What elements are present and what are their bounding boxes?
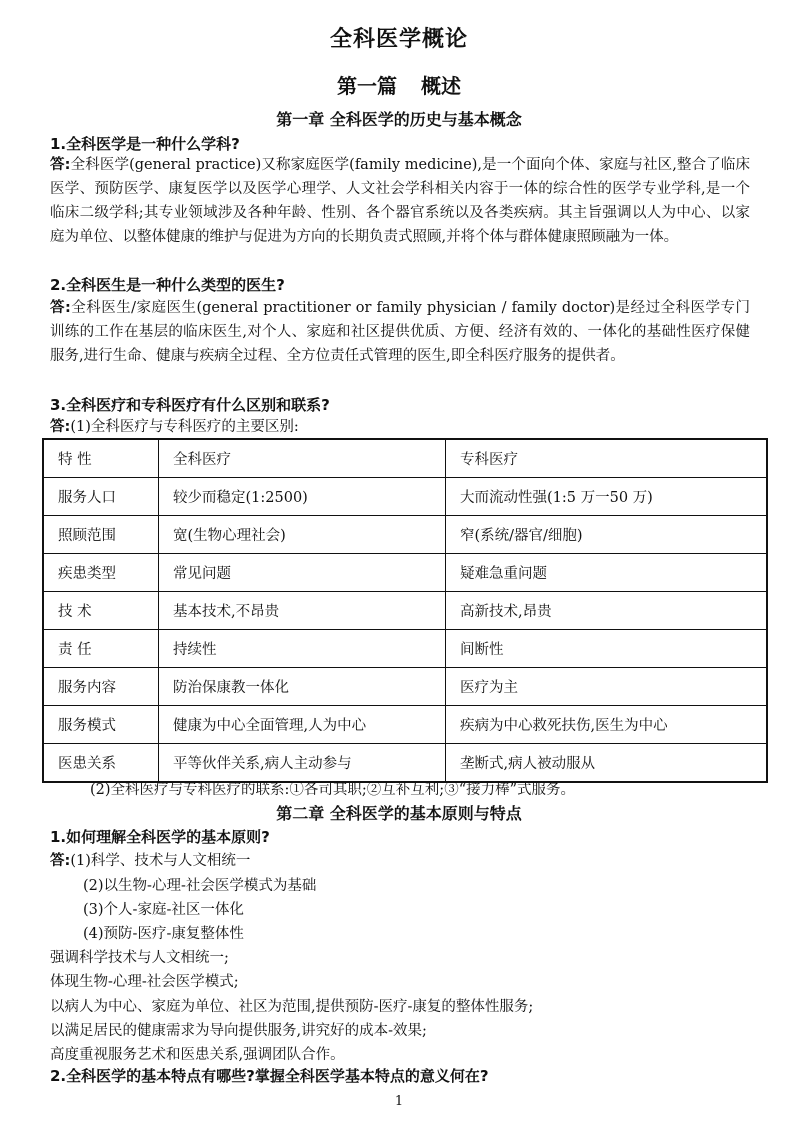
table-cell: 医患关系 (43, 744, 159, 783)
relation-text: (2)全科医疗与专科医疗的联系:①各司其职;②互补互利;③“接力棒”式服务。 (90, 782, 576, 798)
table-cell: 服务模式 (43, 706, 159, 744)
question-2-2: 2.全科医学的基本特点有哪些?掌握全科医学基本特点的意义何在? (50, 1067, 489, 1085)
table-row (43, 478, 767, 516)
principle-item (50, 849, 250, 870)
answer-1-2 (50, 296, 750, 368)
chapter-1-title: 第一章 全科医学的历史与基本概念 (276, 110, 522, 129)
chapter-2-title: 第二章 全科医学的基本原则与特点 (276, 804, 522, 823)
table-row (43, 516, 767, 554)
principle-item: (2)以生物-心理-社会医学模式为基础 (83, 878, 317, 894)
table-cell: 持续性 (159, 630, 446, 668)
table-header-cell: 特 性 (43, 439, 159, 478)
principle-item: (3)个人-家庭-社区一体化 (83, 902, 244, 918)
table-cell: 服务人口 (43, 478, 159, 516)
answer-intro-text: (1)全科医疗与专科医疗的主要区别: (70, 419, 299, 435)
principle-item: (4)预防-医疗-康复整体性 (83, 926, 244, 942)
part-name: 概述 (421, 74, 461, 98)
table-cell: 疑难急重问题 (446, 554, 768, 592)
question-1-2: 2.全科医生是一种什么类型的医生? (50, 276, 285, 294)
table-row (43, 592, 767, 630)
table-cell: 垄断式,病人被动服从 (446, 744, 768, 783)
note-line: 以病人为中心、家庭为单位、社区为范围,提供预防-医疗-康复的整体性服务; (50, 999, 534, 1015)
table-cell: 责 任 (43, 630, 159, 668)
answer-text: 全科医学(general practice)又称家庭医学(family medicine),是一个面向个体、家庭与社区,整合了临床医学、预防医学、康复医学以及医学心理学、人文社会学科相关内容于一体的综合性的医学专业学科,是一个临床二级学科;其专业领域涉及各种年龄、性别、各个器官系统以及各类疾病。其主旨强调以人为中心、以家庭为单位、以整体健康的维护与促进为方向的长期负责式照顾,并将个体与群体健康照顾融为一体。 (50, 157, 750, 245)
table-cell: 健康为中心全面管理,人为中心 (159, 706, 446, 744)
question-1-1: 1.全科医学是一种什么学科? (50, 135, 240, 153)
page-number: 1 (394, 1094, 404, 1109)
table-cell: 窄(系统/器官/细胞) (446, 516, 768, 554)
table-row (43, 630, 767, 668)
table-cell: 间断性 (446, 630, 768, 668)
table-row (43, 744, 767, 783)
answer-label: 答: (50, 853, 71, 869)
table-row (43, 554, 767, 592)
answer-1-3-intro (50, 415, 299, 436)
table-cell: 疾病为中心救死扶伤,医生为中心 (446, 706, 768, 744)
question-2-1: 1.如何理解全科医学的基本原则? (50, 828, 270, 846)
answer-1-1 (50, 153, 750, 249)
table-cell: 照顾范围 (43, 516, 159, 554)
table-cell: 常见问题 (159, 554, 446, 592)
note-line: 体现生物-心理-社会医学模式; (50, 974, 239, 990)
note-line: 高度重视服务艺术和医患关系,强调团队合作。 (50, 1047, 345, 1063)
note-line: 强调科学技术与人文相统一; (50, 950, 229, 966)
table-cell: 较少而稳定(1:2500) (159, 478, 446, 516)
table-cell: 防治保康教一体化 (159, 668, 446, 706)
table-cell: 大而流动性强(1:5 万一50 万) (446, 478, 768, 516)
table-cell: 服务内容 (43, 668, 159, 706)
comparison-table (42, 438, 768, 783)
table-cell: 高新技术,昂贵 (446, 592, 768, 630)
table-header-cell: 全科医疗 (159, 439, 446, 478)
document-title: 全科医学概论 (329, 27, 468, 52)
answer-label: 答: (50, 300, 71, 316)
question-1-3: 3.全科医疗和专科医疗有什么区别和联系? (50, 396, 330, 414)
table-cell: 技 术 (43, 592, 159, 630)
table-row (43, 706, 767, 744)
answer-label: 答: (50, 419, 71, 435)
table-cell: 宽(生物心理社会) (159, 516, 446, 554)
answer-text: 全科医生/家庭医生(general practitioner or family physician / family doctor)是经过全科医学专门训练的工作在基层的临床医生,对个人、家庭和社区提供优质、方便、经济有效的、一体化的基础性医疗保健服务,进行生命、健康与疾病全过程、全方位责任式管理的医生,即全科医疗服务的提供者。 (50, 300, 750, 364)
table-cell: 基本技术,不昂贵 (159, 592, 446, 630)
table-row (43, 668, 767, 706)
note-line: 以满足居民的健康需求为导向提供服务,讲究好的成本-效果; (50, 1023, 427, 1039)
table-cell: 平等伙伴关系,病人主动参与 (159, 744, 446, 783)
table-header-row (43, 439, 767, 478)
table-cell: 疾患类型 (43, 554, 159, 592)
answer-label: 答: (50, 157, 71, 173)
part-title (0, 70, 798, 99)
table-cell: 医疗为主 (446, 668, 768, 706)
part-number: 第一篇 (337, 74, 397, 98)
table-header-cell: 专科医疗 (446, 439, 768, 478)
principle-text: (1)科学、技术与人文相统一 (70, 853, 251, 869)
